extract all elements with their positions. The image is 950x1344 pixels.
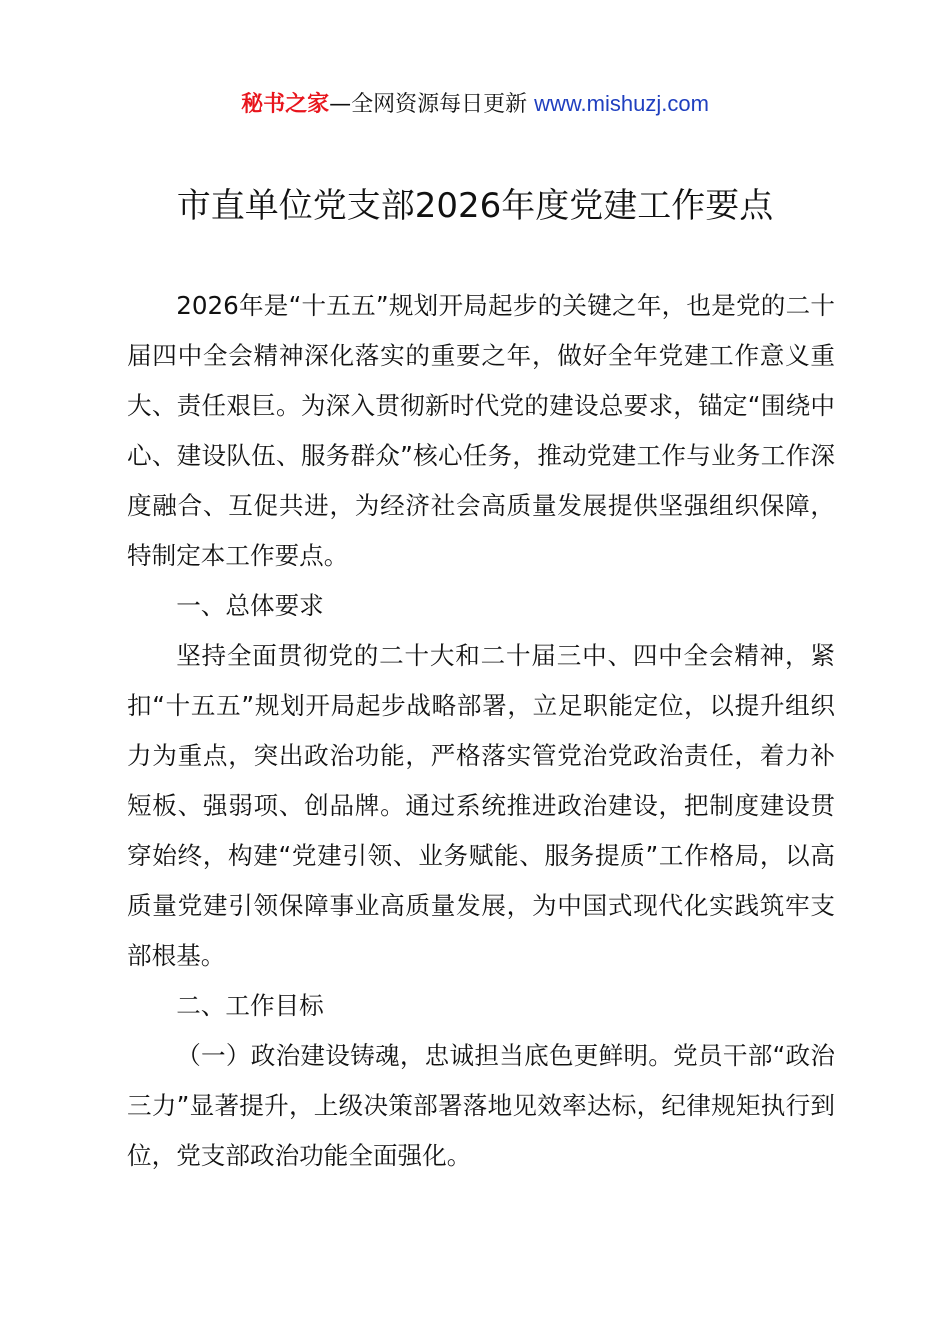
section-heading-work-goals: 二、工作目标: [176, 991, 324, 1020]
site-banner: [0, 88, 950, 121]
document-title: 市直单位党支部2026年度党建工作要点: [176, 186, 774, 226]
general-requirements-paragraph: 坚持全面贯彻党的二十大和二十届三中、四中全会精神，紧扣“十五五”规划开局起步战略部署，立足职能定位，以提升组织力为重点，突出政治功能，严格落实管党治党政治责任，着力补短板、强弱项、创品牌。通过系统推进政治建设，把制度建设贯穿始终，构建“党建引领、业务赋能、服务提质”工作格局，以高质量党建引领保障事业高质量发展，为中国式现代化实践筑牢支部根基。: [127, 641, 835, 970]
document-body: [127, 281, 835, 1181]
goal-1-paragraph: （一）政治建设铸魂，忠诚担当底色更鲜明。党员干部“政治三力”显著提升，上级决策部署落地见效率达标，纪律规矩执行到位，党支部政治功能全面强化。: [127, 1041, 835, 1170]
banner-tagline: 全网资源每日更新: [351, 92, 528, 117]
section-heading-general-requirements: 一、总体要求: [176, 591, 324, 620]
intro-paragraph: 2026年是“十五五”规划开局起步的关键之年，也是党的二十届四中全会精神深化落实的重要之年，做好全年党建工作意义重大、责任艰巨。为深入贯彻新时代党的建设总要求，锚定“围绕中心、建设队伍、服务群众”核心任务，推动党建工作与业务工作深度融合、互促共进，为经济社会高质量发展提供坚强组织保障，特制定本工作要点。: [127, 291, 835, 570]
brand-name: 秘书之家: [241, 92, 330, 117]
site-url-link[interactable]: www.mishuzj.com: [534, 91, 709, 116]
banner-dash: —: [329, 92, 352, 117]
